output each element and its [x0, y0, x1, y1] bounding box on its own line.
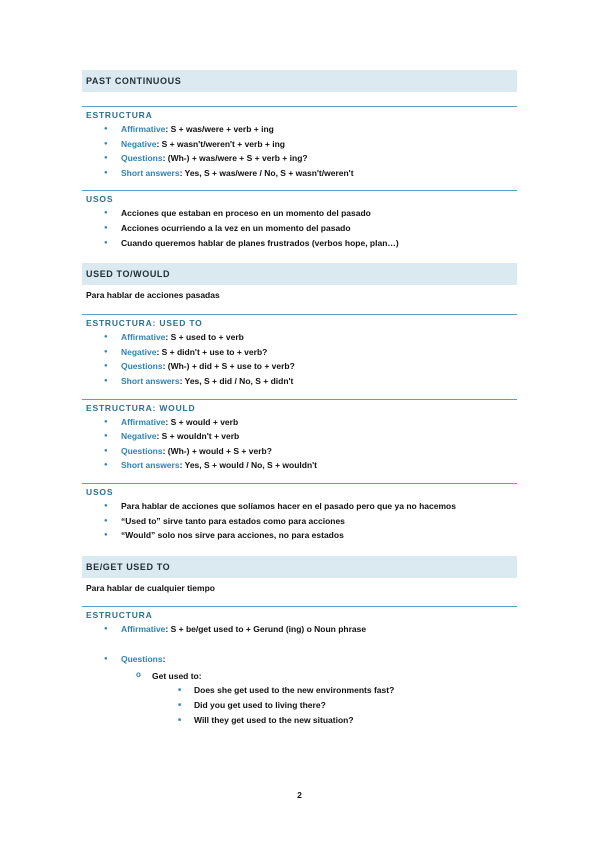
section-header-be-get-used-to	[82, 556, 517, 578]
list-item	[104, 374, 517, 389]
list-item-text: : Yes, S + did / No, S + didn't	[179, 375, 294, 386]
list-item: ■ Does she get used to the new environments fast?	[178, 683, 517, 698]
structure-list	[82, 622, 517, 637]
section-title: BE/GET USED TO	[86, 561, 171, 572]
divider	[82, 483, 517, 484]
keyword-label: Questions	[121, 445, 163, 456]
usos-list	[82, 206, 517, 250]
list-item	[104, 151, 517, 166]
keyword-label: Negative	[121, 431, 157, 442]
subheading-estructura-would: ESTRUCTURA: WOULD	[86, 402, 196, 413]
list-item	[104, 166, 517, 181]
list-item-text: : S + used to + verb	[165, 332, 244, 343]
list-item: ■ Will they get used to the new situation?	[178, 713, 517, 728]
list-item	[104, 345, 517, 360]
section-header-past-continuous	[82, 70, 517, 92]
keyword-label: Questions	[121, 153, 163, 164]
keyword-label: Short answers	[121, 167, 180, 178]
list-item	[104, 137, 517, 152]
list-item: ● Acciones ocurriendo a la vez en un momento del pasado	[104, 221, 517, 236]
divider	[82, 106, 517, 107]
keyword-label: Affirmative	[121, 416, 166, 427]
list-item: ● Acciones que estaban en proceso en un momento del pasado	[104, 206, 517, 221]
sublist	[82, 669, 517, 684]
divider	[82, 190, 517, 191]
list-item-text: : S + was/were + verb + ing	[165, 124, 274, 134]
list-item	[104, 330, 517, 345]
structure-list	[82, 652, 517, 667]
list-item	[136, 669, 517, 684]
list-item-text: : S + wasn't/weren't + verb + ing	[156, 138, 285, 149]
list-item-text: : S + wouldn't + verb	[156, 431, 240, 442]
structure-list	[82, 415, 517, 473]
list-item	[104, 415, 517, 430]
divider	[82, 399, 517, 400]
list-item	[104, 444, 517, 459]
list-item-text: : (Wh-) + would + S + verb?	[162, 445, 272, 456]
section-header-used-to-would	[82, 263, 517, 285]
keyword-label: Short answers	[121, 460, 180, 471]
list-item	[104, 652, 517, 667]
usos-list	[82, 499, 517, 543]
list-item-text: : S + didn't + use to + verb?	[156, 346, 268, 357]
list-item	[104, 359, 517, 374]
list-item-text: : S + be/get used to + Gerund (ing) o Noun phrase	[165, 623, 367, 634]
section-title: USED TO/WOULD	[86, 269, 171, 280]
keyword-label: Short answers	[121, 375, 180, 386]
document-page	[82, 70, 517, 727]
section-subtitle: Para hablar de acciones pasadas	[86, 290, 220, 301]
subheading-usos: USOS	[86, 486, 114, 497]
list-item: ● “Used to” sirve tanto para estados como para acciones	[104, 514, 517, 529]
subheading-estructura: ESTRUCTURA	[86, 110, 153, 120]
divider	[82, 606, 517, 607]
list-item	[104, 622, 517, 637]
subheading-estructura: ESTRUCTURA	[86, 609, 153, 620]
list-item	[104, 429, 517, 444]
list-item-text: : S + would + verb	[165, 416, 239, 427]
list-item: ● “Would” solo nos sirve para acciones, no para estados	[104, 528, 517, 543]
subheading-estructura-used-to: ESTRUCTURA: USED TO	[86, 318, 203, 329]
keyword-label: Questions	[121, 654, 163, 665]
list-item-text: : (Wh-) + was/were + S + verb + ing?	[162, 153, 308, 164]
keyword-label: Negative	[121, 138, 157, 149]
structure-list	[82, 122, 517, 180]
keyword-label: Affirmative	[121, 332, 166, 343]
list-item: ● Cuando queremos hablar de planes frustrados (verbos hope, plan…)	[104, 236, 517, 251]
subheading-usos: USOS	[86, 194, 114, 205]
keyword-label: Questions	[121, 361, 163, 372]
list-item	[104, 122, 517, 137]
keyword-label: Affirmative	[121, 623, 166, 634]
list-item-text: : (Wh-) + did + S + use to + verb?	[162, 361, 295, 372]
keyword-label: Affirmative	[121, 124, 166, 134]
divider	[82, 314, 517, 315]
list-item	[104, 458, 517, 473]
list-item: ■ Did you get used to living there?	[178, 698, 517, 713]
list-item-text: : Yes, S + would / No, S + wouldn't	[179, 460, 317, 471]
section-subtitle: Para hablar de cualquier tiempo	[86, 582, 215, 593]
list-item-text: : Yes, S + was/were / No, S + wasn't/weren't	[179, 167, 354, 178]
keyword-label: Negative	[121, 346, 157, 357]
example-list	[82, 683, 517, 727]
structure-list	[82, 330, 517, 388]
section-title: PAST CONTINUOUS	[86, 76, 182, 86]
list-item: ● Para hablar de acciones que solíamos hacer en el pasado pero que ya no hacemos	[104, 499, 517, 514]
page-number: 2	[297, 790, 302, 800]
list-item-text: Get used to:	[152, 670, 202, 681]
list-item-text: :	[162, 654, 166, 665]
